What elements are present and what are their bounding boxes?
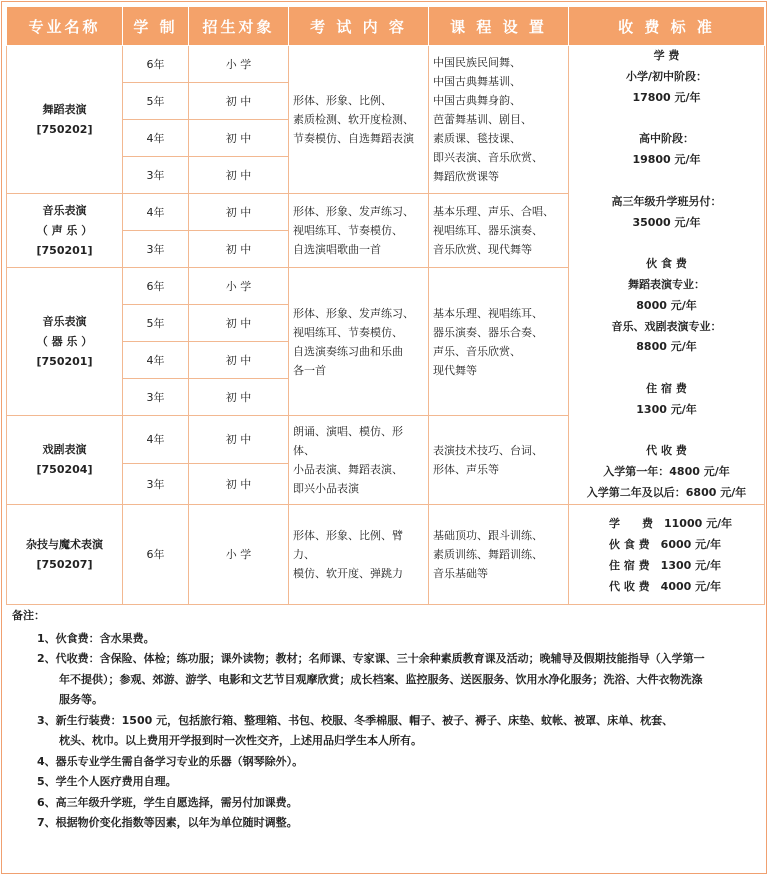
fee-lodging: 1300 元/年 <box>636 402 697 416</box>
fee-food-dance-label: 舞蹈表演专业： <box>628 278 705 291</box>
course-cell <box>429 505 569 605</box>
duration-cell: 6年 <box>123 46 189 83</box>
fee-tuition-primary: 17800 元/年 <box>632 90 701 104</box>
table-row <box>7 505 765 605</box>
target-cell: 初 中 <box>189 120 289 157</box>
note-item: 7、根据物价变化指数等因素，以年为单位随时调整。 <box>37 816 298 829</box>
spacer <box>569 109 764 130</box>
fee-food-music: 8800 元/年 <box>636 340 697 354</box>
course-line: 形体、声乐等 <box>433 463 499 476</box>
target-cell: 小 学 <box>189 46 289 83</box>
spacer <box>569 233 764 254</box>
major-code: [750207] <box>36 557 93 571</box>
course-line: 器乐演奏、器乐合奏、 <box>433 325 543 339</box>
target-cell: 初 中 <box>189 305 289 342</box>
course-cell <box>429 194 569 268</box>
course-line: 基本乐理、视唱练耳、 <box>433 306 543 320</box>
major-name: 音乐表演 <box>42 203 87 217</box>
note-item: 1、伙食费：含水果费。 <box>37 631 155 645</box>
course-line: 基础顶功、跟斗训练、 <box>433 529 543 542</box>
exam-line: 形体、形象、发声练习、 <box>293 306 414 320</box>
duration-cell: 3年 <box>123 157 189 194</box>
exam-line: 视唱练耳、节奏模仿、 <box>293 325 403 339</box>
spacer <box>569 421 764 442</box>
header-courses: 课 程 设 置 <box>429 7 569 46</box>
note-item: 6、高三年级升学班，学生自愿选择，需另付加课费。 <box>37 795 298 809</box>
target-cell: 初 中 <box>189 342 289 379</box>
exam-line: 自选演奏练习曲和乐曲 <box>293 344 403 358</box>
duration-cell: 3年 <box>123 231 189 268</box>
target-cell: 初 中 <box>189 83 289 120</box>
note-item-continued: 枕头、枕巾。以上费用开学报到时一次性交齐，上述用品归学生本人所有。 <box>59 734 422 747</box>
major-name: 舞蹈表演 <box>42 102 87 116</box>
major-name: 杂技与魔术表演 <box>26 537 103 551</box>
exam-line: 自选演唱歌曲一首 <box>293 243 381 256</box>
course-cell <box>429 268 569 416</box>
exam-line: 形体、形象、比例、 <box>293 94 392 107</box>
exam-cell <box>289 46 429 194</box>
course-line: 声乐、音乐欣赏、 <box>433 344 521 358</box>
fee-sheet <box>1 1 767 874</box>
major-acrobatics <box>7 505 123 605</box>
fee-agency-first: 入学第一年：4800 元/年 <box>603 465 730 479</box>
course-line: 音乐欣赏、现代舞等 <box>433 243 532 256</box>
course-line: 舞蹈欣赏课等 <box>433 170 499 183</box>
note-item: 2、代收费：含保险、体检；练功服；课外读物；教材；名师课、专家课、三十余种素质教育课及活动；晚辅导及假期技能指导（入学第一 <box>37 652 705 665</box>
fee-tuition-high: 19800 元/年 <box>632 153 701 167</box>
exam-line: 即兴小品表演 <box>293 482 359 495</box>
fee-acrobat-agency: 代 收 费 4000 元/年 <box>609 579 722 593</box>
fee-lodging-title: 住 宿 费 <box>646 381 687 395</box>
course-cell <box>429 46 569 194</box>
course-line: 基本乐理、声乐、合唱、 <box>433 205 554 218</box>
exam-line: 形体、形象、发声练习、 <box>293 205 414 218</box>
note-item: 4、器乐专业学生需自备学习专业的乐器（钢琴除外）。 <box>37 754 304 768</box>
fee-food-title: 伙 食 费 <box>646 257 687 271</box>
target-cell: 初 中 <box>189 231 289 268</box>
major-dance <box>7 46 123 194</box>
fee-tuition-primary-label: 小学/初中阶段： <box>625 70 708 84</box>
course-line: 表演技术技巧、台词、 <box>433 444 543 457</box>
table-row <box>7 46 765 83</box>
course-line: 素质训练、舞蹈训练、 <box>433 548 543 561</box>
exam-cell <box>289 416 429 505</box>
header-target: 招生对象 <box>189 7 289 46</box>
exam-cell <box>289 505 429 605</box>
course-line: 中国古典舞基训、 <box>433 75 521 88</box>
fee-agency-second: 入学第二年及以后：6800 元/年 <box>586 485 747 499</box>
duration-cell: 6年 <box>123 505 189 605</box>
target-cell: 初 中 <box>189 157 289 194</box>
admission-table <box>6 6 765 605</box>
fee-food-music-label: 音乐、戏剧表演专业： <box>611 319 722 333</box>
exam-cell <box>289 268 429 416</box>
duration-cell: 4年 <box>123 416 189 464</box>
note-item: 3、新生行装费：1500 元，包括旅行箱、整理箱、书包、校服、冬季棉服、帽子、被子、褥子、床垫、蚊帐、被罩、床单、枕套、 <box>37 713 674 727</box>
spacer <box>569 358 764 379</box>
major-code: [750201] <box>36 243 93 257</box>
course-line: 音乐基础等 <box>433 567 488 580</box>
exam-line: 视唱练耳、节奏模仿、 <box>293 224 403 237</box>
course-line: 素质课、毯技课、 <box>433 132 521 145</box>
duration-cell: 5年 <box>123 83 189 120</box>
fee-tuition-high-label: 高中阶段： <box>639 132 694 146</box>
target-cell: 初 中 <box>189 416 289 464</box>
exam-line: 形体、形象、比例、臂力、 <box>293 529 403 561</box>
course-line: 视唱练耳、器乐演奏、 <box>433 224 543 237</box>
course-line: 中国民族民间舞、 <box>433 56 521 69</box>
exam-line: 节奏模仿、自选舞蹈表演 <box>293 132 414 145</box>
exam-line: 模仿、软开度、弹跳力 <box>293 567 403 580</box>
note-item-continued: 服务等。 <box>59 693 103 706</box>
spacer <box>569 171 764 192</box>
major-code: [750202] <box>36 122 93 136</box>
header-exam: 考 试 内 容 <box>289 7 429 46</box>
target-cell: 初 中 <box>189 379 289 416</box>
target-cell: 初 中 <box>189 194 289 231</box>
duration-cell: 4年 <box>123 194 189 231</box>
fee-food-dance: 8000 元/年 <box>636 298 697 312</box>
major-name: 戏剧表演 <box>42 443 87 456</box>
course-cell <box>429 416 569 505</box>
fee-cell-main <box>569 46 765 505</box>
notes-section <box>12 606 762 834</box>
exam-line: 各一首 <box>293 363 326 377</box>
course-line: 现代舞等 <box>433 363 477 377</box>
course-line: 中国古典舞身韵、 <box>433 94 521 107</box>
major-sub: （ 声 乐 ） <box>36 223 93 237</box>
major-name: 音乐表演 <box>42 314 87 328</box>
fee-acrobat-food: 伙 食 费 6000 元/年 <box>609 537 722 551</box>
note-item-continued: 年不提供）；参观、郊游、游学、电影和文艺节目观摩欣赏；成长档案、监控服务、送医服务、饮用水净化服务；洗浴、大件衣物洗涤 <box>59 672 703 686</box>
major-drama <box>7 416 123 505</box>
fee-senior-label: 高三年级升学班另付： <box>611 194 722 208</box>
target-cell: 初 中 <box>189 464 289 505</box>
course-line: 芭蕾舞基训、剧目、 <box>433 113 532 126</box>
target-cell: 小 学 <box>189 268 289 305</box>
header-row <box>7 7 765 46</box>
fee-cell-acrobatics <box>569 505 765 605</box>
fee-tuition-title: 学 费 <box>653 49 680 63</box>
header-major: 专业名称 <box>7 7 123 46</box>
fee-acrobat-tuition: 学 费 11000 元/年 <box>609 516 733 530</box>
duration-cell: 4年 <box>123 120 189 157</box>
course-line: 即兴表演、音乐欣赏、 <box>433 151 543 164</box>
duration-cell: 5年 <box>123 305 189 342</box>
exam-line: 朗诵、演唱、模仿、形体、 <box>293 425 403 457</box>
duration-cell: 6年 <box>123 268 189 305</box>
duration-cell: 4年 <box>123 342 189 379</box>
fee-acrobat-lodging: 住 宿 费 1300 元/年 <box>609 558 722 572</box>
header-fees: 收 费 标 准 <box>569 7 765 46</box>
exam-cell <box>289 194 429 268</box>
exam-line: 素质检测、软开度检测、 <box>293 113 414 126</box>
major-code: [750201] <box>36 354 93 368</box>
exam-line: 小品表演、舞蹈表演、 <box>293 463 403 476</box>
header-duration: 学 制 <box>123 7 189 46</box>
major-vocal <box>7 194 123 268</box>
notes-title: 备注： <box>12 609 45 622</box>
major-code: [750204] <box>36 463 93 476</box>
target-cell: 小 学 <box>189 505 289 605</box>
major-instrumental <box>7 268 123 416</box>
major-sub: （ 器 乐 ） <box>36 334 93 348</box>
fee-senior: 35000 元/年 <box>632 215 701 229</box>
note-item: 5、学生个人医疗费用自理。 <box>37 775 177 788</box>
fee-agency-title: 代 收 费 <box>646 444 687 458</box>
duration-cell: 3年 <box>123 464 189 505</box>
duration-cell: 3年 <box>123 379 189 416</box>
